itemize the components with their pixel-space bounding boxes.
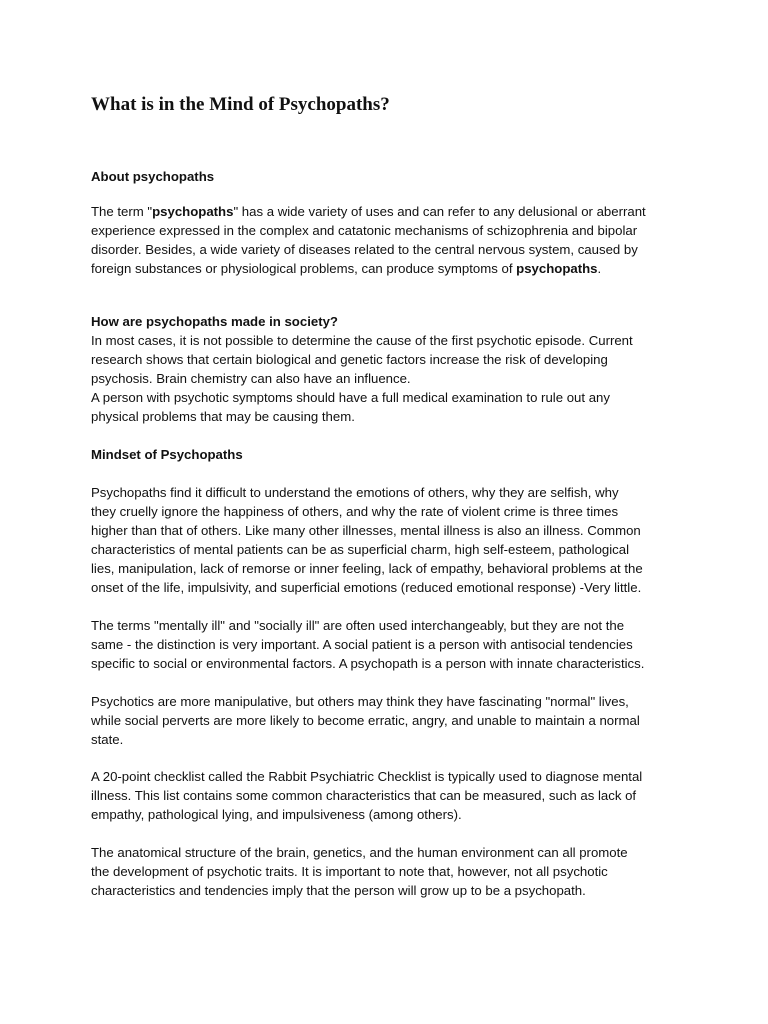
paragraph-about-term <box>91 202 691 278</box>
paragraph-made <box>91 331 691 426</box>
paragraph-mindset-1 <box>91 483 691 597</box>
section-heading-mindset: Mindset of Psychopaths <box>91 447 243 462</box>
text-line: A person with psychotic symptoms should have a full medical examination to rule out any <box>91 390 610 405</box>
text-line: specific to social or environmental factors. A psychopath is a person with innate characteristics. <box>91 656 645 671</box>
text-line: onset of the life, impulsivity, and superficial emotions (reduced emotional response) -Very little. <box>91 580 642 595</box>
text-line: higher than that of others. Like many other illnesses, mental illness is also an illness. Common <box>91 523 641 538</box>
text-line <box>91 202 691 221</box>
text-segment: . <box>597 261 602 276</box>
text-line: they cruelly ignore the happiness of others, and why the rate of violent crime is three times <box>91 504 619 519</box>
text-line: A 20-point checklist called the Rabbit Psychiatric Checklist is typically used to diagnose mental <box>91 769 643 784</box>
text-line: The terms "mentally ill" and "socially ill" are often used interchangeably, but they are not the <box>91 618 625 633</box>
text-line: the development of psychotic traits. It is important to note that, however, not all psychotic <box>91 864 608 879</box>
text-line: physical problems that may be causing them. <box>91 409 355 424</box>
text-segment: " has a wide variety of uses and can refer to any delusional or aberrant <box>233 204 646 219</box>
text-line: same - the distinction is very important. A social patient is a person with antisocial tendencies <box>91 637 633 652</box>
bold-term: psychopaths <box>516 261 598 276</box>
text-line: psychosis. Brain chemistry can also have an influence. <box>91 371 411 386</box>
paragraph-mindset-2 <box>91 616 691 673</box>
text-line: Psychopaths find it difficult to understand the emotions of others, why they are selfish, why <box>91 485 619 500</box>
paragraph-mindset-4 <box>91 767 691 824</box>
document-title: What is in the Mind of Psychopaths? <box>91 94 390 115</box>
text-line: state. <box>91 732 124 747</box>
text-line: experience expressed in the complex and catatonic mechanisms of schizophrenia and bipolar <box>91 223 638 238</box>
text-line: while social perverts are more likely to become erratic, angry, and unable to maintain a normal <box>91 713 640 728</box>
text-line: characteristics and tendencies imply that the person will grow up to be a psychopath. <box>91 883 586 898</box>
text-line: empathy, pathological lying, and impulsiveness (among others). <box>91 807 462 822</box>
text-line: lies, manipulation, lack of remorse or inner feeling, lack of empathy, behavioral problems at the <box>91 561 643 576</box>
paragraph-mindset-5 <box>91 843 691 900</box>
text-line: In most cases, it is not possible to determine the cause of the first psychotic episode. Current <box>91 333 633 348</box>
text-line: illness. This list contains some common characteristics that can be measured, such as lack of <box>91 788 637 803</box>
text-line: Psychotics are more manipulative, but others may think they have fascinating "normal" lives, <box>91 694 629 709</box>
section-heading-about: About psychopaths <box>91 169 215 184</box>
text-line <box>91 259 691 278</box>
paragraph-mindset-3 <box>91 692 691 749</box>
text-line: characteristics of mental patients can be as superficial charm, high self-esteem, pathological <box>91 542 630 557</box>
text-line: research shows that certain biological and genetic factors increase the risk of developing <box>91 352 608 367</box>
text-line: disorder. Besides, a wide variety of diseases related to the central nervous system, caused by <box>91 242 638 257</box>
text-segment: foreign substances or physiological problems, can produce symptoms of <box>91 261 517 276</box>
text-segment: The term " <box>91 204 153 219</box>
bold-term: psychopaths <box>152 204 234 219</box>
section-heading-made: How are psychopaths made in society? <box>91 314 338 329</box>
text-line: The anatomical structure of the brain, genetics, and the human environment can all promote <box>91 845 628 860</box>
